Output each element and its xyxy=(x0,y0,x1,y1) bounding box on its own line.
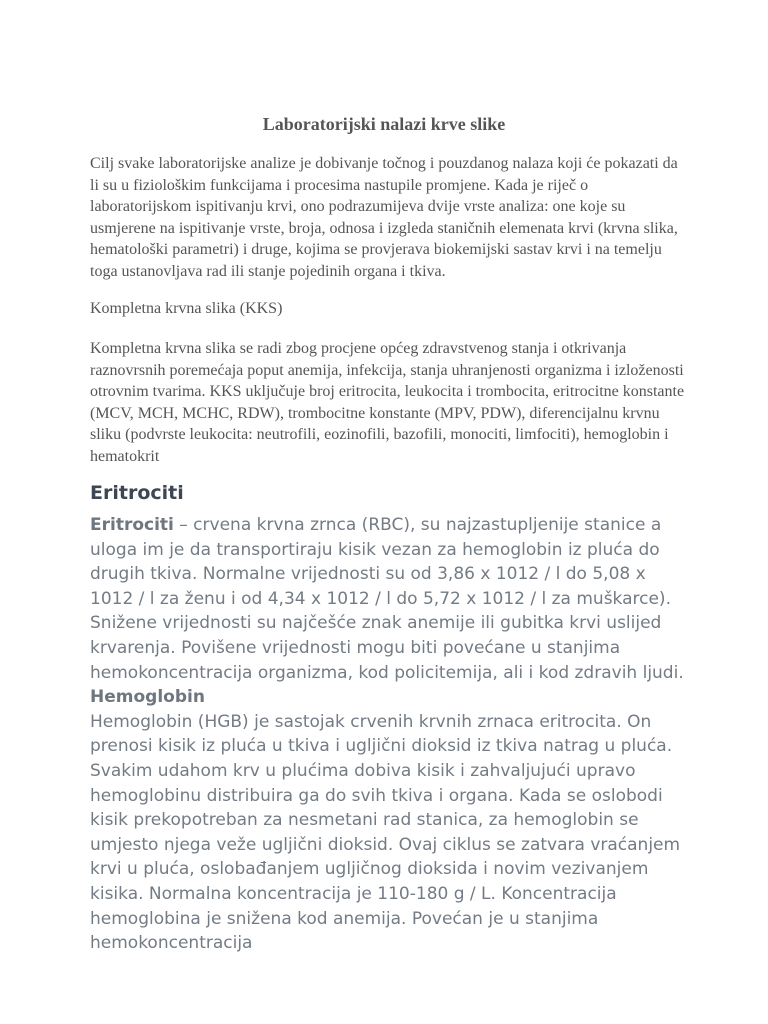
kks-paragraph: Kompletna krvna slika se radi zbog procjene općeg zdravstvenog stanja i otkrivanja raznovrsnih poremećaja poput anemija, infekcija, stanja uhranjenosti organizma i izloženosti otrovnim tvarima. KKS uključuje broj eritrocita, leukocita i trombocita, eritrocitne konstante (MCV, MCH, MCHC, RDW), trombocitne konstante (MPV, PDW), diferencijalnu krvnu sliku (podvrste leukocita: neutrofili, eozinofili, bazofili, monociti, limfociti), hemoglobin i hematokrit xyxy=(90,340,685,465)
eritrociti-paragraph xyxy=(90,513,690,685)
intro-paragraph: Cilj svake laboratorijske analize je dobivanje točnog i pouzdanog nalaza koji će pokazati da li su u fiziološkim funkcijama i procesima nastupile promjene. Kada je riječ o laboratorijskom ispitivanju krvi, ono podrazumijeva dvije vrste analiza: one koje su usmjerene na ispitivanje vrste, broja, odnosa i izgleda staničnih elemenata krvi (krvna slika, hematološki parametri) i druge, kojima se provjerava biokemijski sastav krvi i na temelju toga ustanovljava rad ili stanje pojedinih organa i tkiva. xyxy=(90,155,678,280)
blood-cells-section xyxy=(90,513,690,956)
eritrociti-description: – crvena krvna zrnca (RBC), su najzastupljenije stanice a uloga im je da transportiraju kisik vezan za hemoglobin iz pluća do drugih tkiva. Normalne vrijednosti su od 3,86 x 1012 / l do 5,08 x 1012 / l za ženu i od 4,34 x 1012 / l do 5,72 x 1012 / l za muškarce). Snižene vrijednosti su najčešće znak anemije ili gubitka krvi uslijed krvarenja. Povišene vrijednosti mogu biti povećane u stanjima hemokoncentracija organizma, kod policitemija, ali i kod zdravih ljudi. xyxy=(90,515,684,683)
hemoglobin-heading: Hemoglobin xyxy=(90,687,205,708)
eritrociti-section-heading: Eritrociti xyxy=(90,482,184,504)
eritrociti-term: Eritrociti xyxy=(90,515,174,535)
kks-heading: Kompletna krvna slika (KKS) xyxy=(90,300,283,317)
hemoglobin-paragraph: Hemoglobin (HGB) je sastojak crvenih krvnih zrnaca eritrocita. On prenosi kisik iz pluća u tkiva i ugljični dioksid iz tkiva natrag u pluća. Svakim udahom krv u plućima dobiva kisik i zahvaljujući upravo hemoglobinu distribuira ga do svih tkiva i organa. Kada se oslobodi kisik prekopotreban za nesmetani rad stanica, za hemoglobin se umjesto njega veže ugljični dioksid. Ovaj ciklus se zatvara vraćanjem krvi u pluća, oslobađanjem ugljičnog dioksida i novim vezivanjem kisika. Normalna koncentracija je 110-180 g / L. Koncentracija hemoglobina je snižena kod anemija. Povećan je u stanjima hemokoncentracija xyxy=(90,711,681,954)
document-title: Laboratorijski nalazi krve slike xyxy=(262,114,506,134)
